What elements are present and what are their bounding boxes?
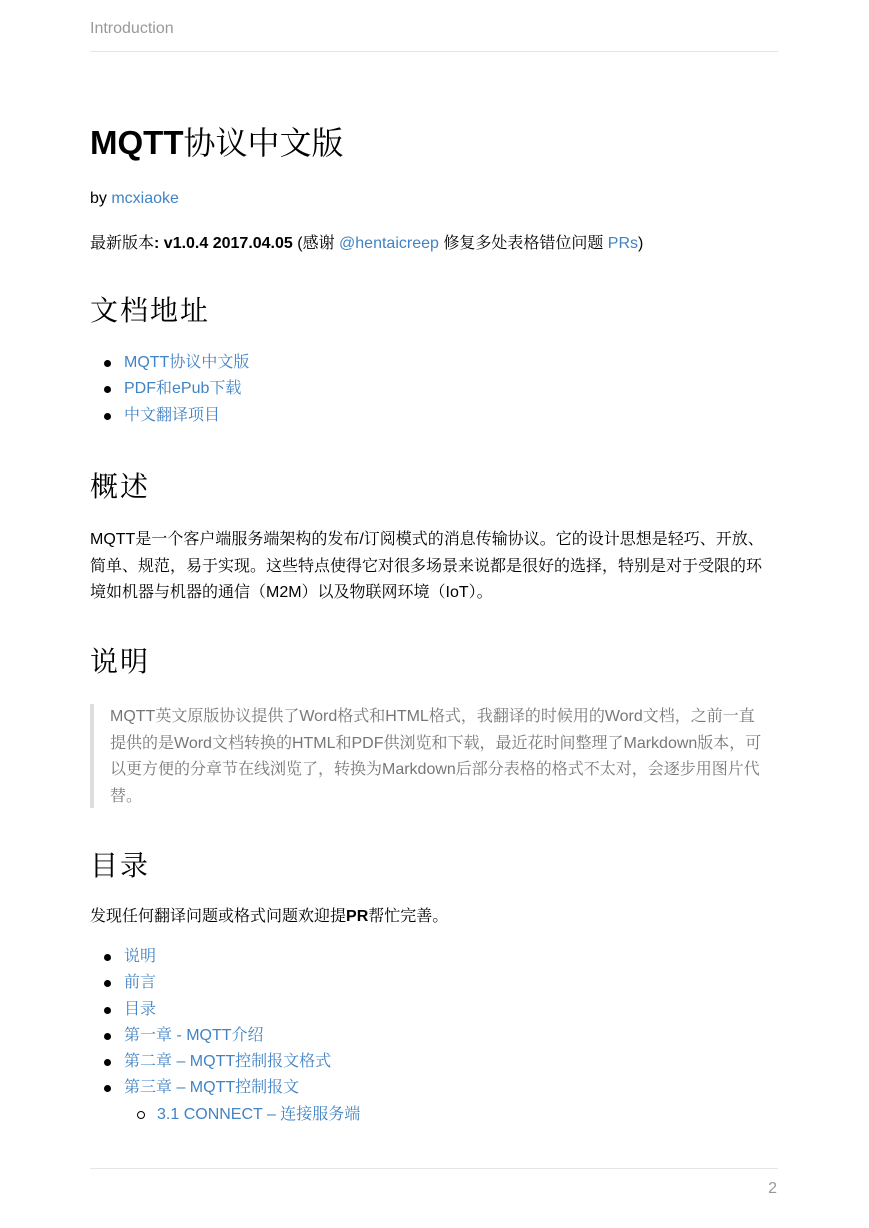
list-item bbox=[90, 1023, 360, 1049]
prs-link[interactable]: PRs bbox=[607, 235, 639, 252]
doc-link-download[interactable]: PDF和ePub下载 bbox=[124, 380, 242, 398]
list-item bbox=[90, 970, 360, 996]
docs-heading: 文档地址 bbox=[90, 294, 211, 327]
toc-intro bbox=[90, 904, 766, 931]
notes-blockquote bbox=[90, 704, 766, 808]
list-item bbox=[90, 1102, 360, 1128]
notes-heading: 说明 bbox=[90, 645, 151, 678]
docs-list bbox=[90, 350, 249, 429]
title-cjk: 协议中文版 bbox=[183, 124, 344, 162]
section-title: Introduction bbox=[90, 20, 174, 37]
toc-link-chapter-1[interactable]: 第一章 - MQTT介绍 bbox=[124, 1026, 264, 1044]
doc-link-protocol[interactable]: MQTT协议中文版 bbox=[124, 354, 250, 371]
list-item bbox=[90, 1049, 360, 1075]
byline bbox=[90, 190, 179, 208]
version-middle: 修复多处表格错位问题 bbox=[438, 235, 608, 252]
running-header bbox=[90, 20, 778, 52]
toc-list bbox=[90, 944, 360, 1128]
footer-divider bbox=[90, 1168, 778, 1169]
list-item bbox=[90, 376, 249, 402]
version-label: 最新版本 bbox=[90, 235, 155, 252]
author-link[interactable]: mcxiaoke bbox=[111, 190, 179, 207]
toc-link-contents[interactable]: 目录 bbox=[124, 1000, 157, 1018]
overview-paragraph: MQTT是一个客户端服务端架构的发布/订阅模式的消息传输协议。它的设计思想是轻巧、开放、简单、规范，易于实现。这些特点使得它对很多场景来说都是很好的选择，特别是对于受限的环境如机器与机器的通信（M2M）以及物联网环境（IoT）。 bbox=[90, 531, 764, 601]
toc-intro-after: 帮忙完善。 bbox=[368, 908, 449, 925]
list-item bbox=[90, 350, 249, 376]
title-latin: MQTT bbox=[90, 124, 184, 161]
toc-intro-bold: PR bbox=[346, 908, 369, 925]
version-value: : v1.0.4 2017.04.05 bbox=[154, 235, 293, 252]
toc-link-preface[interactable]: 前言 bbox=[124, 974, 157, 992]
doc-link-project[interactable]: 中文翻译项目 bbox=[124, 406, 221, 424]
list-item bbox=[90, 944, 360, 970]
toc-link-chapter-2[interactable]: 第二章 – MQTT控制报文格式 bbox=[124, 1053, 332, 1071]
contributor-link[interactable]: @hentaicreep bbox=[339, 235, 439, 252]
page-number: 2 bbox=[768, 1180, 777, 1197]
version-close: ) bbox=[638, 235, 644, 252]
toc-heading: 目录 bbox=[90, 849, 151, 882]
page-title bbox=[90, 118, 344, 164]
version-line bbox=[90, 230, 643, 253]
list-item bbox=[90, 403, 249, 429]
toc-link-section-3-1[interactable]: 3.1 CONNECT – 连接服务端 bbox=[157, 1105, 361, 1123]
overview-heading: 概述 bbox=[90, 470, 151, 503]
toc-link-notes[interactable]: 说明 bbox=[124, 948, 157, 965]
version-open: (感谢 bbox=[292, 235, 340, 252]
toc-intro-before: 发现任何翻译问题或格式问题欢迎提 bbox=[90, 908, 347, 925]
list-item bbox=[90, 997, 360, 1023]
toc-link-chapter-3[interactable]: 第三章 – MQTT控制报文 bbox=[124, 1079, 300, 1097]
list-item bbox=[90, 1075, 360, 1101]
notes-quote-text: MQTT英文原版协议提供了Word格式和HTML格式，我翻译的时候用的Word文档，之前一直提供的是Word文档转换的HTML和PDF供浏览和下载，最近花时间整理了Markdown版本，可以更方便的分章节在线浏览了，转换为Markdown后部分表格的格式不太对，会逐步用图片代替。 bbox=[110, 708, 762, 805]
byline-prefix: by bbox=[90, 190, 112, 207]
